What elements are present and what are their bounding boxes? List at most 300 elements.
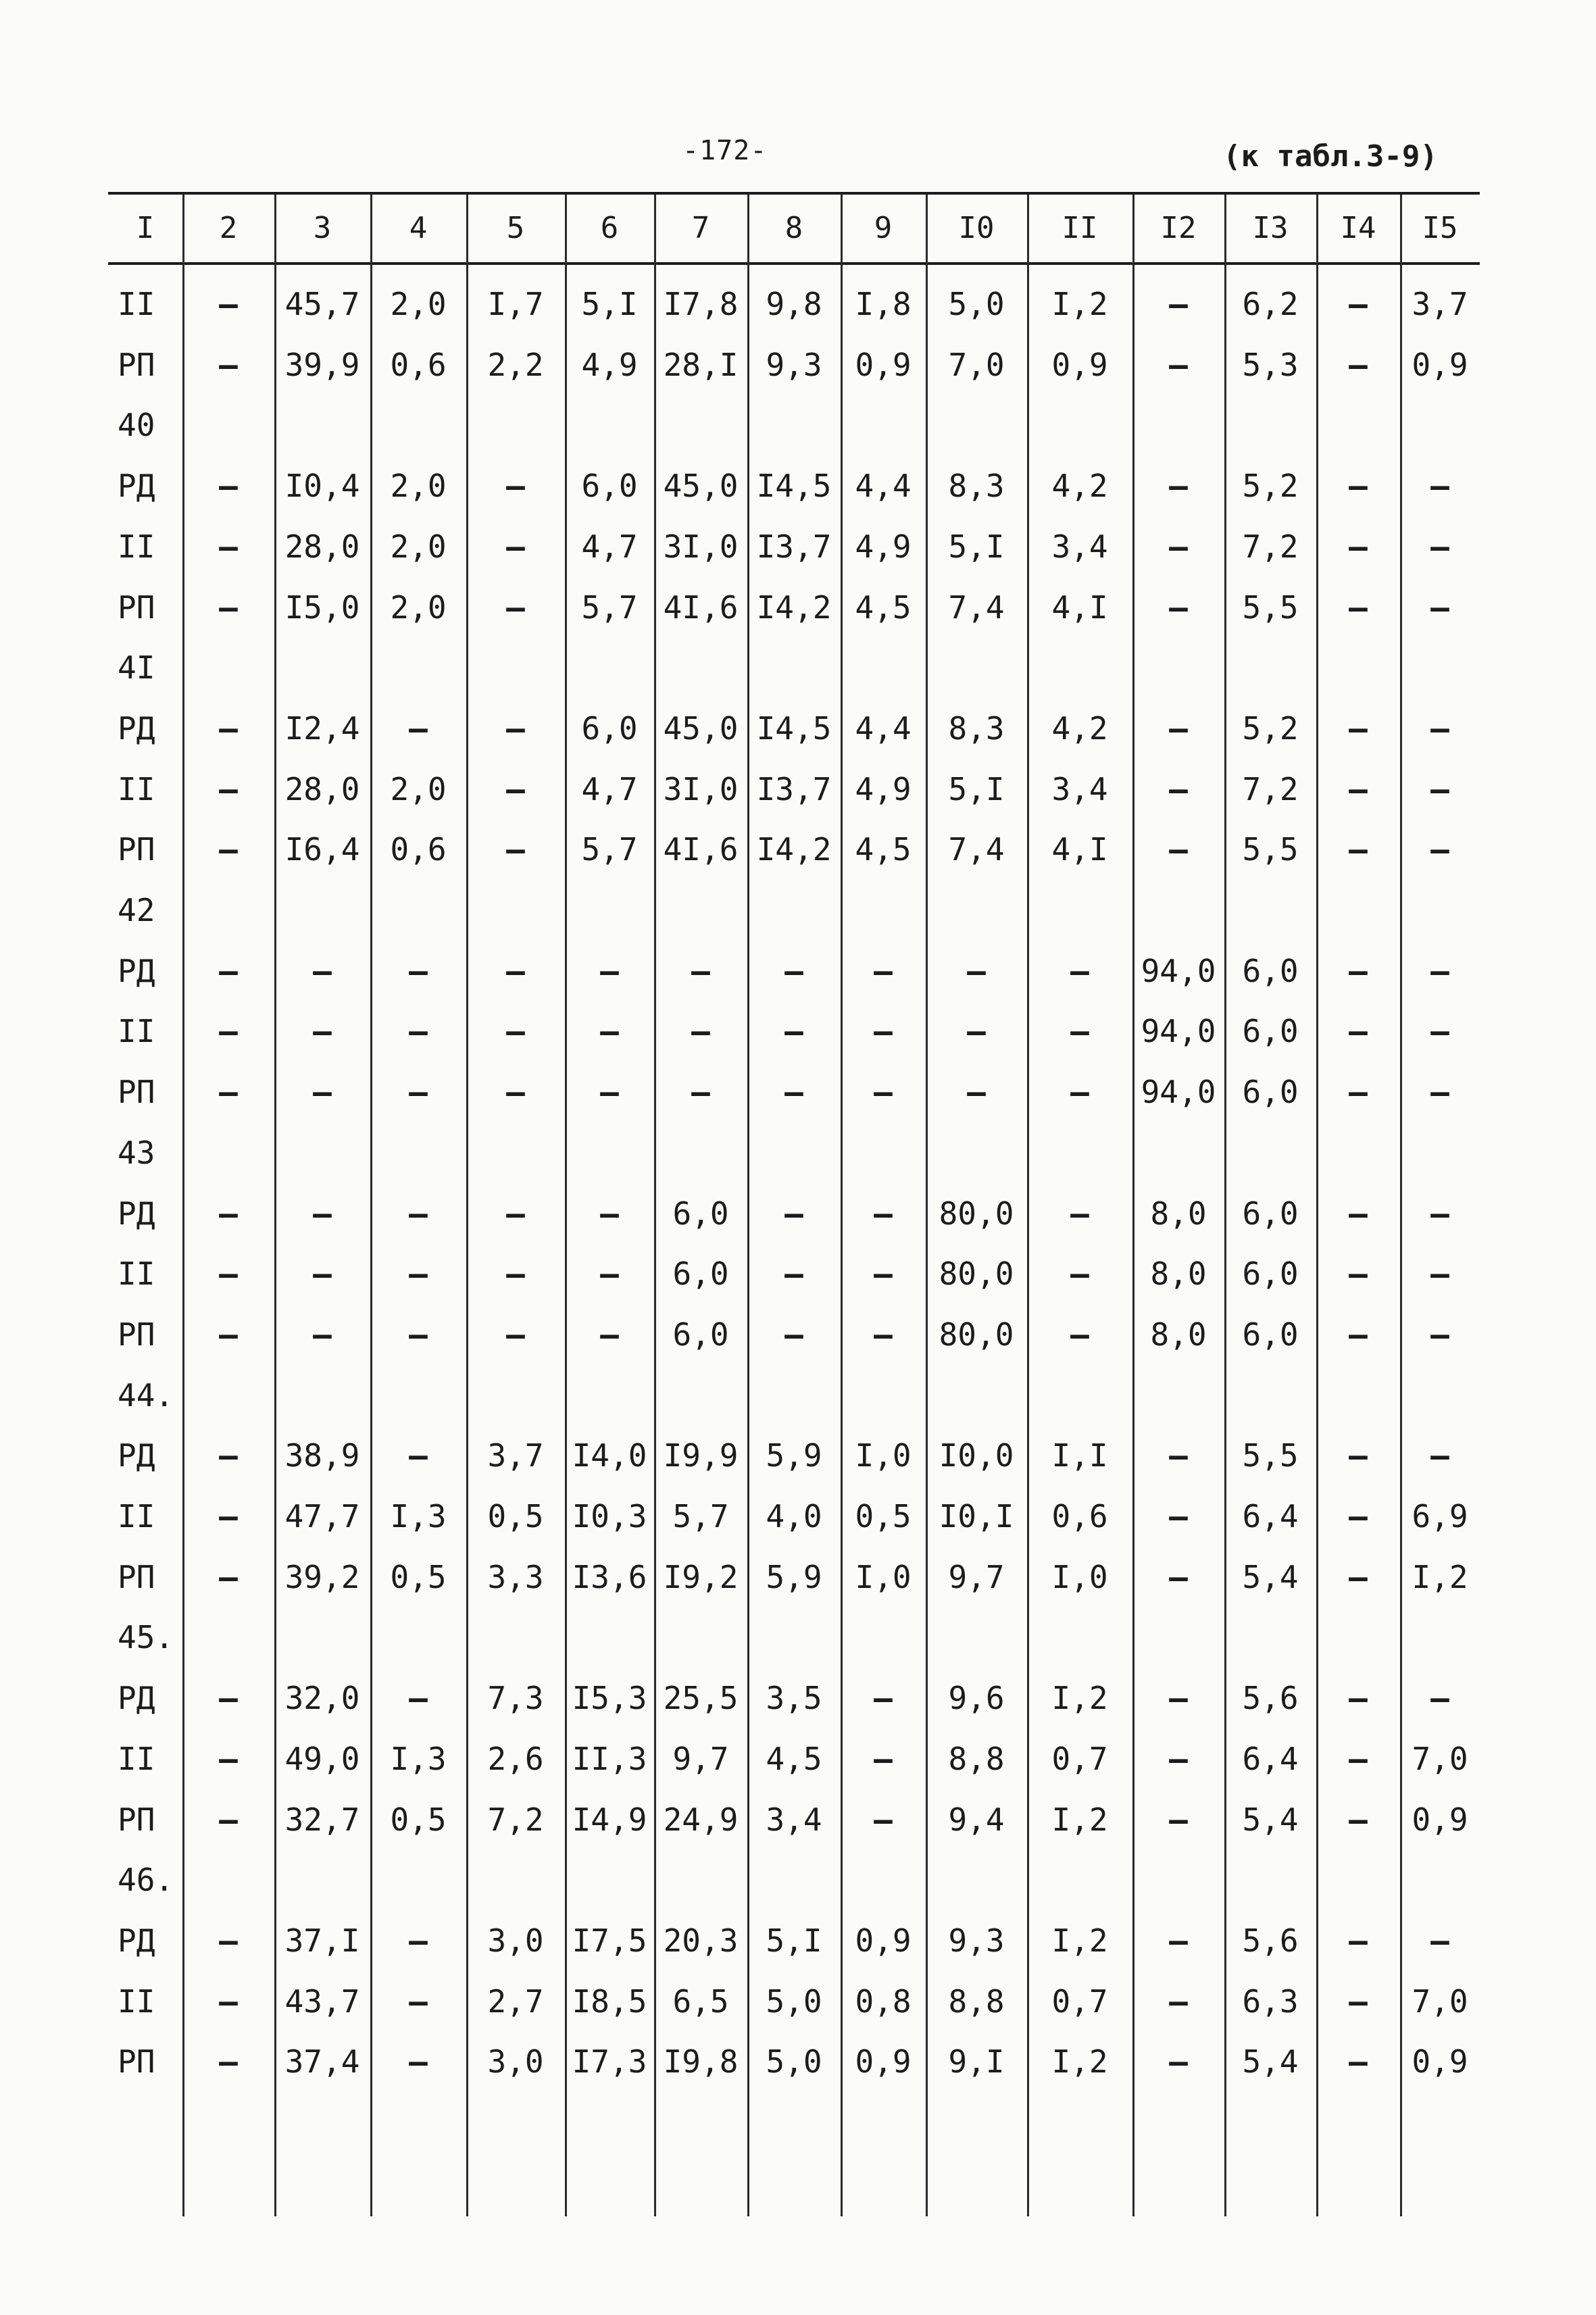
table-cell: – [1169, 831, 1188, 868]
table-cell: I0,4 [284, 468, 360, 505]
table-cell: 0,9 [1412, 2043, 1468, 2081]
table-cell: – [1349, 831, 1368, 868]
table-cell: 6,0 [1242, 952, 1299, 989]
table-cell: – [506, 1074, 525, 1111]
table-cell: – [506, 1013, 525, 1050]
table-cell: 0,9 [855, 1922, 912, 1959]
table-cell: 0,9 [1412, 346, 1468, 383]
table-cell: 0,6 [1051, 1498, 1108, 1535]
table-cell: I0,0 [939, 1437, 1014, 1474]
table-cell: – [1070, 1255, 1089, 1293]
table-cell: 9,I [948, 2043, 1005, 2081]
table-cell: 5,5 [1242, 589, 1299, 626]
table-cell: – [691, 952, 710, 989]
table-cell: I7,8 [663, 286, 739, 322]
table-cell: – [1349, 1922, 1368, 1959]
table-cell: 5,0 [948, 286, 1005, 322]
table-cell: – [600, 1255, 619, 1293]
table-cell: – [506, 831, 525, 868]
table-cell: 5,6 [1242, 1680, 1299, 1717]
table-cell: 39,9 [284, 346, 360, 383]
table-cell: 4,5 [766, 1740, 822, 1777]
table-cell: 28,I [663, 346, 739, 383]
table-cell: 5,9 [766, 1558, 822, 1595]
table-cell: 3,5 [766, 1680, 822, 1717]
table-cell: 6,3 [1242, 1983, 1299, 2020]
table-cell: – [219, 589, 238, 626]
table-cell: 7,0 [948, 346, 1005, 383]
table-cell: – [219, 1195, 238, 1232]
table-cell: 43,7 [284, 1983, 360, 2020]
row-label: 45. [118, 1619, 174, 1656]
table-cell: 5,7 [581, 589, 638, 626]
table-cell: 9,3 [766, 346, 822, 383]
table-cell: – [1070, 1074, 1089, 1111]
table-cell: 7,0 [1412, 1740, 1468, 1777]
table-cell: 80,0 [939, 1255, 1014, 1293]
table-cell: 2,7 [487, 1983, 544, 2020]
table-cell: – [1430, 710, 1449, 747]
table-cell: 6,0 [581, 710, 638, 747]
table-cell: – [313, 952, 332, 989]
table-cell: – [1349, 1740, 1368, 1777]
table-cell: 94,0 [1141, 1013, 1216, 1050]
table-cell: – [219, 1922, 238, 1959]
table-cell: – [1169, 589, 1188, 626]
table-cell: – [874, 1255, 893, 1293]
table-cell: – [1169, 1498, 1188, 1535]
table-cell: – [1349, 1074, 1368, 1111]
table-cell: 5,7 [581, 831, 638, 868]
table-cell: 3,7 [487, 1437, 544, 1474]
table-cell: 5,I [766, 1922, 822, 1959]
table-cell: – [313, 1195, 332, 1232]
table-cell: – [1169, 1558, 1188, 1595]
table-cell: I3,7 [756, 528, 832, 565]
table-cell: – [874, 1801, 893, 1838]
table-cell: – [219, 770, 238, 807]
table-cell: 3,7 [1412, 286, 1468, 322]
table-cell: – [1349, 1255, 1368, 1293]
table-cell: – [219, 1558, 238, 1595]
table-cell: 2,0 [390, 286, 447, 322]
table-cell: – [1169, 528, 1188, 565]
table-cell: 7,2 [487, 1801, 544, 1838]
table-cell: – [1430, 770, 1449, 807]
table-cell: – [1169, 1922, 1188, 1959]
table-cell: – [1349, 346, 1368, 383]
table-cell: 4I,6 [663, 831, 739, 868]
row-label: РП [118, 589, 155, 626]
row-label: II [118, 1013, 155, 1050]
table-cell: 37,4 [284, 2043, 360, 2081]
table-cell: 2,0 [390, 528, 447, 565]
table-cell: 5,0 [766, 1983, 822, 2020]
table-cell: – [219, 528, 238, 565]
table-cell: – [1430, 952, 1449, 989]
column-header: 4 [409, 211, 428, 245]
row-label: 4I [118, 649, 155, 687]
table-cell: – [506, 468, 525, 505]
table-cell: 45,0 [663, 710, 739, 747]
table-cell: – [1070, 1195, 1089, 1232]
table-cell: 6,0 [672, 1255, 729, 1293]
row-label: II [118, 1740, 155, 1777]
table-cell: 5,4 [1242, 1558, 1299, 1595]
row-label: РД [118, 1922, 155, 1959]
row-label: РП [118, 1558, 155, 1595]
table-cell: 25,5 [663, 1680, 739, 1717]
row-label: РД [118, 1437, 155, 1474]
table-cell: – [784, 1255, 803, 1293]
table-cell: – [874, 952, 893, 989]
table-cell: – [1349, 528, 1368, 565]
table-cell: 0,6 [390, 346, 447, 383]
table-cell: – [874, 1013, 893, 1050]
table-cell: 4,2 [1051, 468, 1108, 505]
column-header: 3 [313, 211, 332, 245]
table-cell: 4,9 [855, 528, 912, 565]
table-cell: – [1349, 1801, 1368, 1838]
table-cell: 6,0 [1242, 1013, 1299, 1050]
table-cell: 5,I [581, 286, 638, 322]
table-cell: I0,I [939, 1498, 1014, 1535]
table-cell: 0,7 [1051, 1983, 1108, 2020]
table-cell: – [967, 1074, 986, 1111]
table-cell: 6,0 [672, 1195, 729, 1232]
table-cell: – [784, 1013, 803, 1050]
table-cell: 8,0 [1150, 1255, 1207, 1293]
row-label: РП [118, 2043, 155, 2081]
table-cell: – [1349, 1195, 1368, 1232]
row-label: РД [118, 1195, 155, 1232]
table-cell: 5,2 [1242, 710, 1299, 747]
table-cell: – [600, 1195, 619, 1232]
table-cell: – [1430, 1316, 1449, 1353]
table-cell: I2,4 [284, 710, 360, 747]
table-cell: – [506, 770, 525, 807]
table-cell: – [1349, 2043, 1368, 2081]
table-cell: – [1169, 286, 1188, 322]
table-cell: – [1070, 1013, 1089, 1050]
row-label: 44. [118, 1376, 174, 1414]
table-cell: 4I,6 [663, 589, 739, 626]
table-cell: I4,2 [756, 831, 832, 868]
table-cell: 0,9 [855, 346, 912, 383]
table-cell: – [219, 831, 238, 868]
table-cell: 4,7 [581, 770, 638, 807]
table-cell: 9,7 [672, 1740, 729, 1777]
table-cell: – [219, 286, 238, 322]
table-cell: 45,0 [663, 468, 739, 505]
row-label: 43 [118, 1134, 155, 1171]
table-cell: 8,3 [948, 710, 1005, 747]
table-cell: – [874, 1740, 893, 1777]
table-cell: I9,9 [663, 1437, 739, 1474]
row-label: II [118, 1498, 155, 1535]
table-cell: – [874, 1195, 893, 1232]
table-cell: 8,8 [948, 1740, 1005, 1777]
column-header: I4 [1340, 211, 1376, 245]
column-header: 8 [784, 211, 803, 245]
table-cell: – [600, 1013, 619, 1050]
table-cell: I4,5 [756, 710, 832, 747]
table-cell: 6,0 [672, 1316, 729, 1353]
column-header: 6 [600, 211, 619, 245]
table-cell: 6,2 [1242, 286, 1299, 322]
table-cell: – [409, 1013, 428, 1050]
table-cell: 80,0 [939, 1195, 1014, 1232]
table-cell: 4,7 [581, 528, 638, 565]
table-cell: I0,3 [572, 1498, 647, 1535]
table-cell: – [1430, 1074, 1449, 1111]
table-cell: – [784, 1316, 803, 1353]
table-cell: 80,0 [939, 1316, 1014, 1353]
column-header: 2 [219, 211, 238, 245]
table-cell: – [219, 1013, 238, 1050]
table-cell: – [1169, 1680, 1188, 1717]
table-cell: I,2 [1051, 1801, 1108, 1838]
table-cell: – [409, 2043, 428, 2081]
table-cell: – [506, 1316, 525, 1353]
table-cell: 2,0 [390, 589, 447, 626]
table-cell: 47,7 [284, 1498, 360, 1535]
table-cell: 37,I [284, 1922, 360, 1959]
table-cell: I,2 [1051, 2043, 1108, 2081]
table-cell: – [506, 1255, 525, 1293]
table-cell: – [1430, 468, 1449, 505]
table-cell: – [219, 1801, 238, 1838]
table-cell: – [219, 710, 238, 747]
table-cell: I,2 [1051, 1680, 1108, 1717]
table-cell: 4,9 [581, 346, 638, 383]
table-cell: – [219, 1983, 238, 2020]
table-cell: 7,3 [487, 1680, 544, 1717]
table-cell: 94,0 [1141, 952, 1216, 989]
table-cell: – [219, 1437, 238, 1474]
table-cell: – [409, 1074, 428, 1111]
table-cell: – [1430, 1195, 1449, 1232]
table-cell: 0,6 [390, 831, 447, 868]
table-cell: – [1349, 1437, 1368, 1474]
table-cell: 5,7 [672, 1498, 729, 1535]
table-cell: – [1430, 831, 1449, 868]
table-cell: I,2 [1412, 1558, 1468, 1595]
table-cell: – [409, 1983, 428, 2020]
table-cell: – [506, 952, 525, 989]
table-cell: I,0 [1051, 1558, 1108, 1595]
table-cell: 3,0 [487, 2043, 544, 2081]
table-cell: I4,2 [756, 589, 832, 626]
table-cell: – [691, 1013, 710, 1050]
table-cell: – [1349, 589, 1368, 626]
row-label: 40 [118, 407, 155, 444]
table-cell: – [600, 1074, 619, 1111]
table-cell: 7,4 [948, 589, 1005, 626]
table-cell: 5,I [948, 528, 1005, 565]
table-cell: – [219, 468, 238, 505]
table-cell: 6,0 [1242, 1074, 1299, 1111]
table-cell: I,2 [1051, 286, 1108, 322]
column-header: I2 [1160, 211, 1197, 245]
row-label: РП [118, 346, 155, 383]
table-cell: – [874, 1074, 893, 1111]
table-cell: 3,4 [766, 1801, 822, 1838]
table-reference: (к табл.3-9) [1223, 139, 1438, 174]
table-cell: – [1070, 952, 1089, 989]
table-cell: – [1349, 1013, 1368, 1050]
table-cell: 5,3 [1242, 346, 1299, 383]
table-cell: 5,9 [766, 1437, 822, 1474]
table-cell: – [967, 1013, 986, 1050]
table-cell: – [1349, 286, 1368, 322]
table-cell: I,I [1051, 1437, 1108, 1474]
table-cell: 4,4 [855, 468, 912, 505]
table-cell: – [219, 346, 238, 383]
table-cell: 20,3 [663, 1922, 739, 1959]
table-cell: – [1169, 2043, 1188, 2081]
table-cell: 4,I [1051, 831, 1108, 868]
table-cell: – [1169, 1801, 1188, 1838]
table-cell: 9,3 [948, 1922, 1005, 1959]
table-cell: 8,3 [948, 468, 1005, 505]
table-cell: I4,5 [756, 468, 832, 505]
table-cell: 6,0 [1242, 1195, 1299, 1232]
column-header: I3 [1252, 211, 1289, 245]
column-header: 7 [691, 211, 710, 245]
table-cell: 49,0 [284, 1740, 360, 1777]
table-cell: – [219, 1680, 238, 1717]
table-cell: – [1349, 1316, 1368, 1353]
table-cell: – [409, 1255, 428, 1293]
table-cell: – [1349, 1558, 1368, 1595]
table-cell: – [1349, 770, 1368, 807]
table-cell: 4,I [1051, 589, 1108, 626]
table-cell: 7,2 [1242, 528, 1299, 565]
row-label: 46. [118, 1862, 174, 1899]
table-cell: I,8 [855, 286, 912, 322]
column-header: II [1062, 211, 1098, 245]
table-cell: I,2 [1051, 1922, 1108, 1959]
table-cell: – [1169, 1740, 1188, 1777]
table-cell: – [1349, 1498, 1368, 1535]
header-bottom-rule [108, 262, 1480, 265]
table-cell: 32,7 [284, 1801, 360, 1838]
table-cell: 3,4 [1051, 770, 1108, 807]
row-label: II [118, 770, 155, 807]
table-cell: – [1169, 770, 1188, 807]
table-cell: 5,2 [1242, 468, 1299, 505]
table-cell: – [506, 528, 525, 565]
table-cell: – [1349, 710, 1368, 747]
row-label: II [118, 528, 155, 565]
table-cell: 4,4 [855, 710, 912, 747]
table-cell: 8,0 [1150, 1195, 1207, 1232]
table-cell: – [506, 1195, 525, 1232]
table-cell: 4,5 [855, 831, 912, 868]
table-cell: – [219, 1316, 238, 1353]
table-cell: – [506, 710, 525, 747]
table-cell: 2,0 [390, 770, 447, 807]
table-cell: 4,2 [1051, 710, 1108, 747]
table-cell: I7,3 [572, 2043, 647, 2081]
table-cell: I4,0 [572, 1437, 647, 1474]
table-cell: 38,9 [284, 1437, 360, 1474]
table-cell: – [1349, 1680, 1368, 1717]
table-cell: – [313, 1255, 332, 1293]
table-cell: 3,4 [1051, 528, 1108, 565]
table-cell: 3I,0 [663, 770, 739, 807]
table-cell: 0,5 [390, 1801, 447, 1838]
table-cell: – [1430, 1922, 1449, 1959]
table-cell: – [600, 1316, 619, 1353]
table-cell: – [219, 1740, 238, 1777]
page-number: -172- [682, 135, 768, 166]
table-cell: – [600, 952, 619, 989]
table-cell: – [409, 1316, 428, 1353]
table-cell: 39,2 [284, 1558, 360, 1595]
table-cell: – [409, 952, 428, 989]
table-cell: 6,0 [581, 468, 638, 505]
table-cell: – [219, 952, 238, 989]
table-cell: 28,0 [284, 770, 360, 807]
table-cell: 6,4 [1242, 1498, 1299, 1535]
table-cell: – [1169, 346, 1188, 383]
table-cell: 0,8 [855, 1983, 912, 2020]
row-label: РП [118, 831, 155, 868]
table-cell: – [1430, 528, 1449, 565]
table-cell: – [784, 1195, 803, 1232]
column-header: 9 [874, 211, 893, 245]
table-cell: – [219, 1255, 238, 1293]
table-cell: – [506, 589, 525, 626]
table-cell: 0,7 [1051, 1740, 1108, 1777]
row-label: РД [118, 1680, 155, 1717]
table-cell: – [874, 1316, 893, 1353]
table-cell: – [219, 1074, 238, 1111]
table-cell: 3,3 [487, 1558, 544, 1595]
row-label: РП [118, 1801, 155, 1838]
row-label: РД [118, 468, 155, 505]
table-cell: 3I,0 [663, 528, 739, 565]
table-cell: – [784, 952, 803, 989]
table-cell: 6,0 [1242, 1255, 1299, 1293]
table-cell: 32,0 [284, 1680, 360, 1717]
table-cell: – [1070, 1316, 1089, 1353]
table-cell: – [784, 1074, 803, 1111]
table-cell: – [1169, 710, 1188, 747]
table-cell: – [967, 952, 986, 989]
table-cell: 45,7 [284, 286, 360, 322]
row-label: II [118, 1255, 155, 1293]
table-cell: I9,8 [663, 2043, 739, 2081]
table-cell: 4,0 [766, 1498, 822, 1535]
table-cell: I6,4 [284, 831, 360, 868]
table-cell: – [409, 1195, 428, 1232]
table-cell: I,0 [855, 1437, 912, 1474]
table-cell: 0,5 [855, 1498, 912, 1535]
table-cell: I5,3 [572, 1680, 647, 1717]
table-cell: I3,7 [756, 770, 832, 807]
table-cell: 5,4 [1242, 1801, 1299, 1838]
table-cell: 2,2 [487, 346, 544, 383]
table-cell: I5,0 [284, 589, 360, 626]
table-cell: 6,5 [672, 1983, 729, 2020]
column-header: I5 [1422, 211, 1458, 245]
table-cell: – [1349, 1983, 1368, 2020]
table-cell: – [1349, 952, 1368, 989]
table-cell: 5,I [948, 770, 1005, 807]
